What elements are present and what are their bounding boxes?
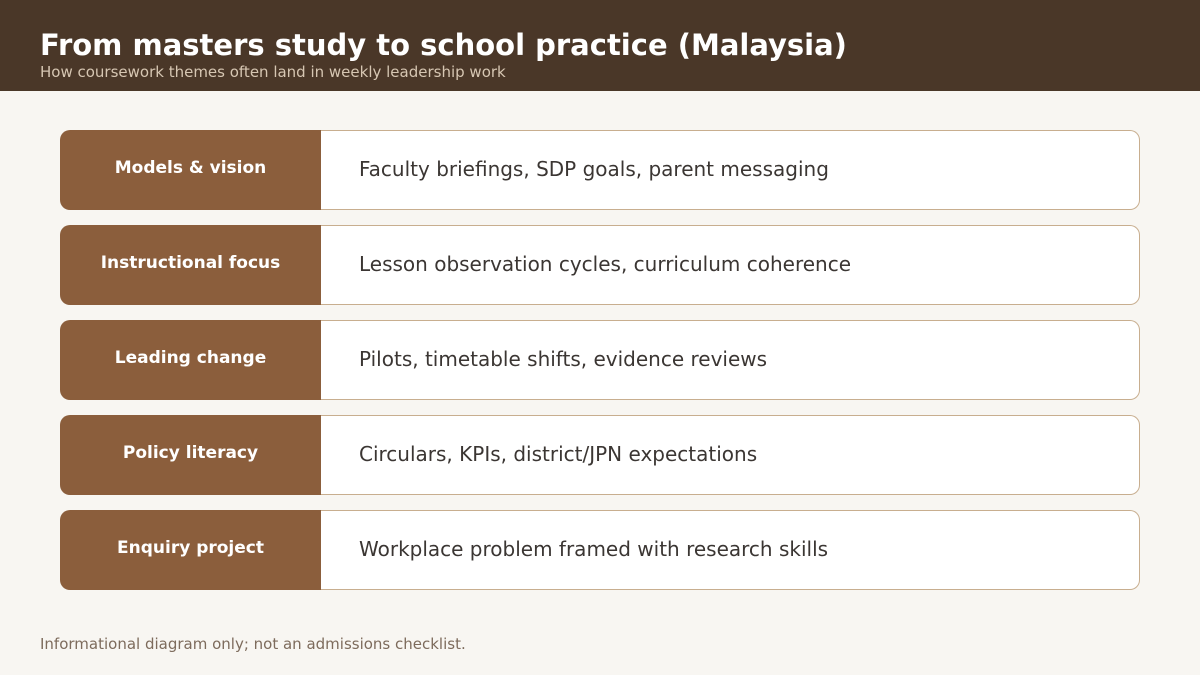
- practice-description: Workplace problem framed with research skills: [321, 510, 1140, 590]
- coursework-theme-label: Enquiry project: [60, 510, 321, 590]
- coursework-theme-label: Models & vision: [60, 130, 321, 210]
- practice-description: Faculty briefings, SDP goals, parent messaging: [321, 130, 1140, 210]
- mapping-row-leading-change: [60, 320, 1140, 400]
- mapping-row-instructional-focus: [60, 225, 1140, 305]
- mapping-row-models-vision: [60, 130, 1140, 210]
- mapping-list: [60, 130, 1140, 605]
- page-subtitle: How coursework themes often land in weekly leadership work: [40, 63, 506, 81]
- coursework-theme-label: Policy literacy: [60, 415, 321, 495]
- page-title: From masters study to school practice (Malaysia): [40, 28, 847, 62]
- practice-description: Pilots, timetable shifts, evidence reviews: [321, 320, 1140, 400]
- mapping-row-policy-literacy: [60, 415, 1140, 495]
- coursework-theme-label: Leading change: [60, 320, 321, 400]
- practice-description: Circulars, KPIs, district/JPN expectations: [321, 415, 1140, 495]
- header-banner: [0, 0, 1200, 91]
- coursework-theme-label: Instructional focus: [60, 225, 321, 305]
- disclaimer-footnote: Informational diagram only; not an admissions checklist.: [40, 635, 466, 653]
- mapping-row-enquiry-project: [60, 510, 1140, 590]
- practice-description: Lesson observation cycles, curriculum coherence: [321, 225, 1140, 305]
